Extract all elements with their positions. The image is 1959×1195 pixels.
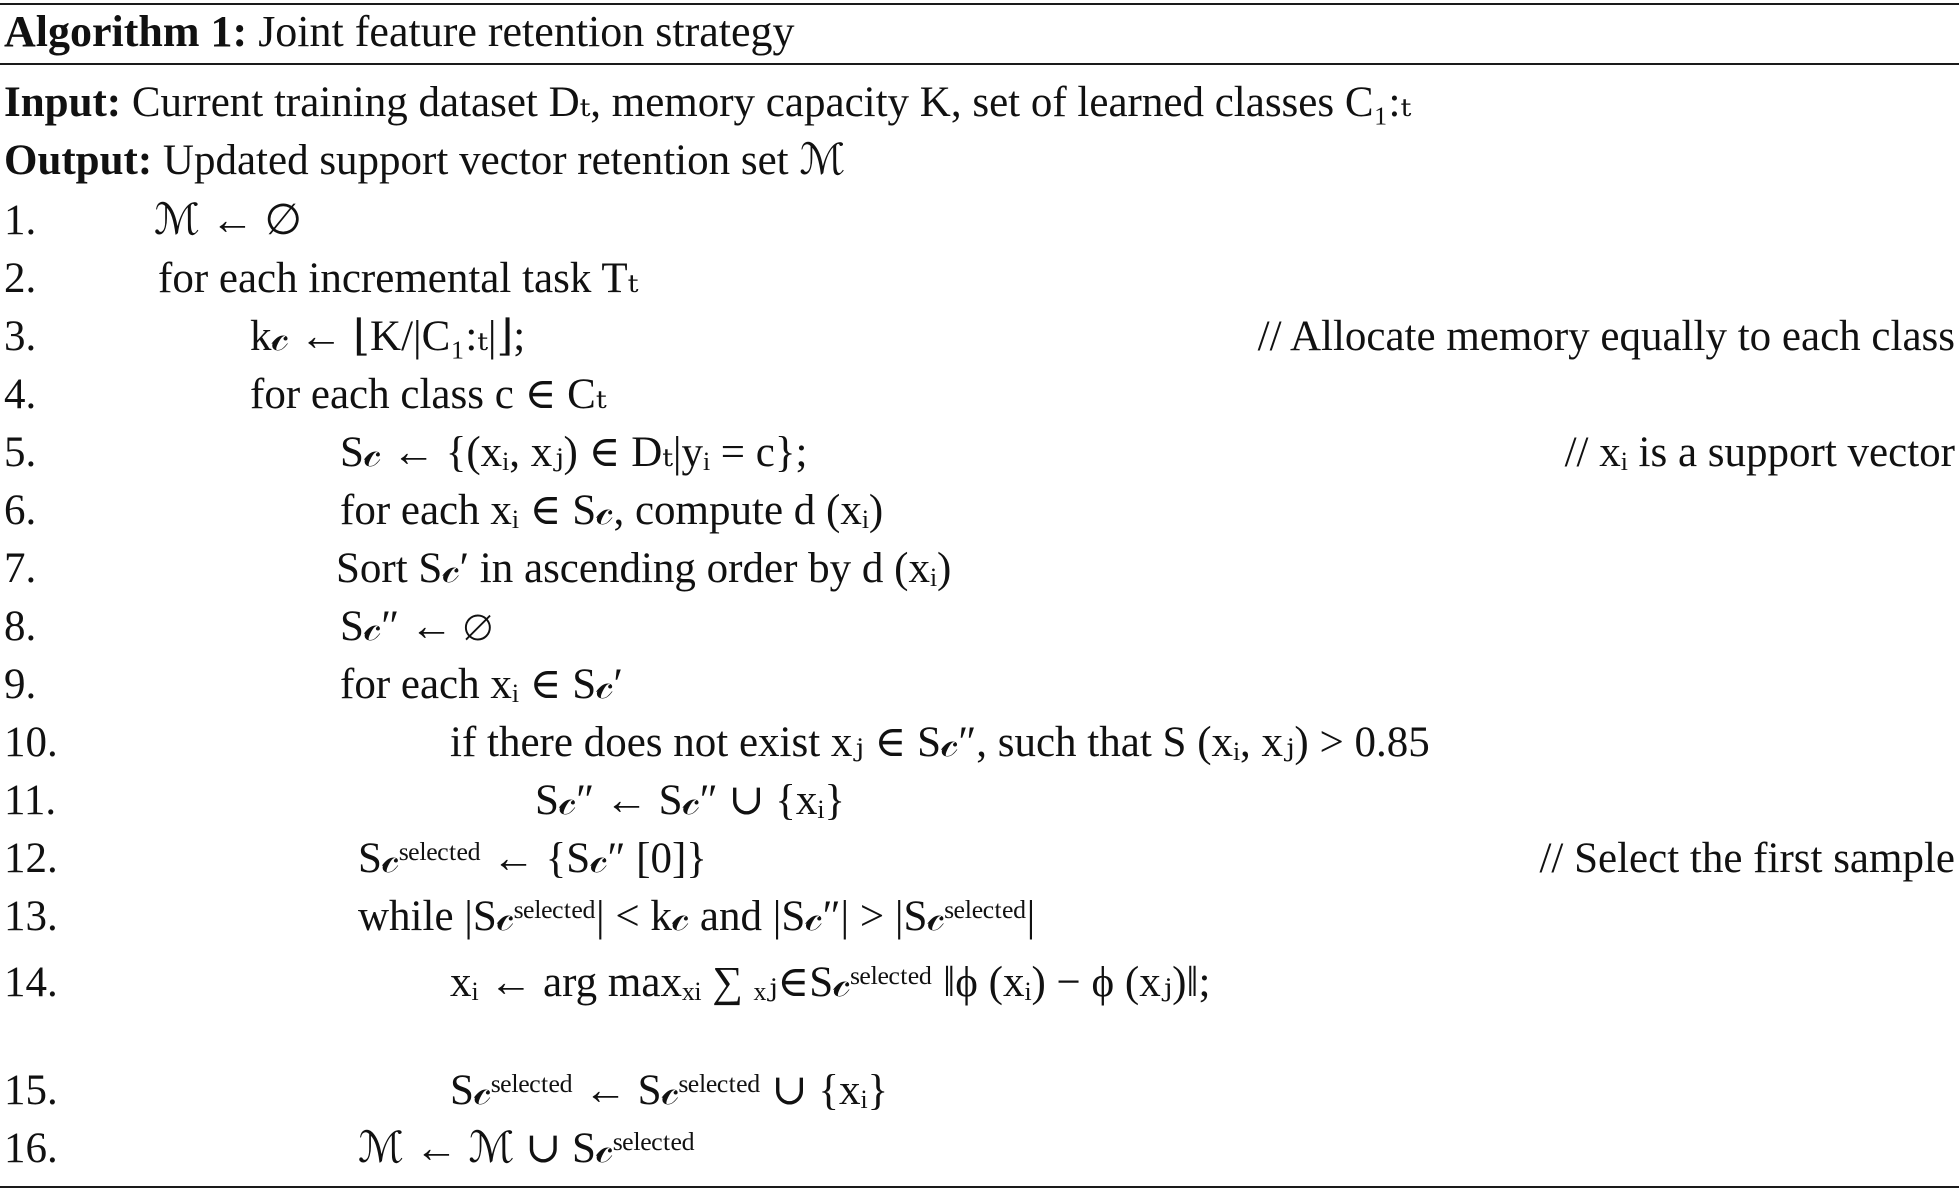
output-label: Output:: [4, 137, 153, 184]
bottom-rule: [0, 1186, 1959, 1188]
line-number: 3.: [4, 313, 37, 360]
line-code: S𝒸″ ← S𝒸″ ∪ {xᵢ}: [535, 777, 846, 824]
line-number: 1.: [4, 197, 37, 244]
algorithm-line-12: [0, 831, 1959, 887]
line-number: 15.: [4, 1067, 58, 1114]
line-code: for each xᵢ ∈ S𝒸′: [340, 661, 623, 708]
input-text: Current training dataset Dₜ, memory capacity K, set of learned classes C₁:ₜ: [131, 79, 1412, 126]
algorithm-line-16: [0, 1121, 1959, 1177]
line-code: Sort S𝒸′ in ascending order by d (xᵢ): [336, 545, 952, 592]
line-code: for each xᵢ ∈ S𝒸, compute d (xᵢ): [340, 487, 884, 534]
output-text: Updated support vector retention set ℳ: [162, 137, 846, 184]
line-number: 16.: [4, 1125, 58, 1172]
line-number: 7.: [4, 545, 37, 592]
line-code: k𝒸 ← ⌊K/|C₁:ₜ|⌋;: [250, 313, 526, 360]
title-rule: [0, 63, 1959, 65]
line-number: 2.: [4, 255, 37, 302]
line-code: ℳ ← ℳ ∪ S𝒸ˢᵉˡᵉᶜᵗᵉᵈ: [358, 1125, 696, 1172]
line-code: while |S𝒸ˢᵉˡᵉᶜᵗᵉᵈ| < k𝒸 and |S𝒸″| > |S𝒸ˢᵉˡᵉᶜᵗᵉᵈ|: [358, 893, 1036, 940]
line-comment: // Select the first sample: [1539, 835, 1955, 882]
algorithm-line-11: [0, 773, 1959, 829]
input-line: [4, 78, 1411, 128]
top-rule: [0, 3, 1959, 5]
algorithm-line-15: [0, 1063, 1959, 1119]
algorithm-line-5: [0, 425, 1959, 481]
algorithm-line-14: [0, 955, 1959, 1035]
algorithm-line-8: [0, 599, 1959, 655]
algorithm-line-2: [0, 251, 1959, 307]
algorithm-line-6: [0, 483, 1959, 539]
line-number: 5.: [4, 429, 37, 476]
line-code: if there does not exist xⱼ ∈ S𝒸″, such that S (xᵢ, xⱼ) > 0.85: [450, 719, 1430, 766]
algorithm-name: Joint feature retention strategy: [258, 7, 795, 56]
line-number: 8.: [4, 603, 37, 650]
line-code: for each class c ∈ Cₜ: [250, 371, 607, 418]
line-code: S𝒸 ← {(xᵢ, xⱼ) ∈ Dₜ|yᵢ = c};: [340, 429, 808, 476]
line-code: S𝒸ˢᵉˡᵉᶜᵗᵉᵈ ← {S𝒸″ [0]}: [358, 835, 707, 882]
line-code: S𝒸″ ← ∅: [340, 603, 493, 650]
output-line: [4, 136, 845, 186]
algorithm-line-1: [0, 193, 1959, 249]
algorithm-line-13: [0, 889, 1959, 945]
algorithm-line-4: [0, 367, 1959, 423]
algorithm-label: Algorithm 1:: [4, 7, 248, 56]
line-number: 6.: [4, 487, 37, 534]
algorithm-title: [4, 6, 795, 58]
line-number: 11.: [4, 777, 57, 824]
line-number: 12.: [4, 835, 58, 882]
line-comment: // Allocate memory equally to each class: [1257, 313, 1955, 360]
line-comment: // xᵢ is a support vector: [1564, 429, 1955, 476]
algorithm-line-9: [0, 657, 1959, 713]
line-code: xᵢ ← arg maxₓᵢ ∑ ₓⱼ∈S𝒸ˢᵉˡᵉᶜᵗᵉᵈ ‖ϕ (xᵢ) − ϕ (xⱼ)‖;: [450, 959, 1211, 1006]
input-label: Input:: [4, 79, 122, 126]
algorithm-line-7: [0, 541, 1959, 597]
line-code: for each incremental task Tₜ: [158, 255, 639, 302]
algorithm-line-3: [0, 309, 1959, 365]
line-number: 13.: [4, 893, 58, 940]
line-number: 10.: [4, 719, 58, 766]
line-code: ℳ ← ∅: [154, 197, 302, 244]
line-number: 14.: [4, 959, 58, 1006]
algorithm-line-10: [0, 715, 1959, 771]
line-number: 4.: [4, 371, 37, 418]
line-number: 9.: [4, 661, 37, 708]
line-code: S𝒸ˢᵉˡᵉᶜᵗᵉᵈ ← S𝒸ˢᵉˡᵉᶜᵗᵉᵈ ∪ {xᵢ}: [450, 1067, 889, 1114]
